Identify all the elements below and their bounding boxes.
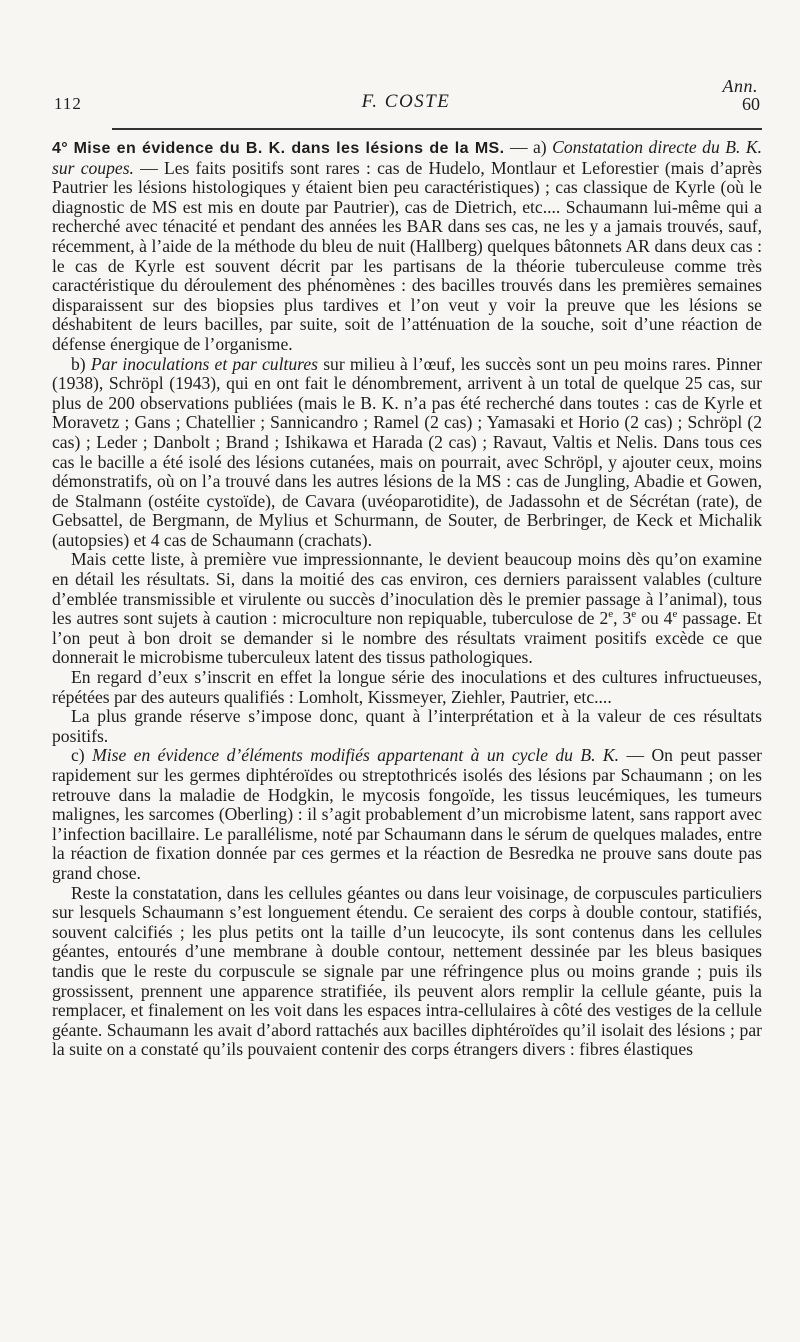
paragraph-text: passage. Et l’on peut à bon droit se demander si le nombre des résultats vraiment positifs excède ce que donnerait le microbisme tuberculeux latent des tissus pathologiques.: [52, 608, 763, 668]
paragraph-text: La plus grande réserve s’impose donc, quant à l’interprétation et à la valeur de ces résultats positifs.: [52, 706, 762, 746]
heading-dash: —: [509, 137, 528, 157]
section-heading: Mise en évidence du B. K. dans les lésions de la MS.: [73, 140, 505, 157]
article-body: [52, 138, 762, 1060]
paragraph-text: Mais cette liste, à première vue impressionnante, le devient beaucoup moins dès qu’on examine en détail les résultats. Si, dans la moitié des cas environ, ces derniers paraissent valables (culture d’emblée transmissible et virulente ou succès d’inoculation dès le premier passage à l’animal), tous les autres sont sujets à caution : microculture non repiquable, tuberculose de 2: [52, 549, 762, 629]
separator-text: , 3: [613, 608, 632, 629]
paragraph-reste: [52, 884, 762, 1060]
subsection-a-title: Constatation directe du B. K. sur coupes.: [52, 137, 762, 178]
superscript-e: e: [672, 608, 678, 621]
volume-number: 60: [742, 94, 760, 114]
subsection-b-letter: b): [71, 353, 86, 374]
subsection-c-letter: c): [71, 745, 85, 766]
heading-dash: —: [626, 745, 645, 766]
running-header: [50, 70, 762, 130]
running-title-author: F. COSTE: [361, 91, 451, 112]
journal-abbreviation: Ann.: [722, 76, 758, 96]
header-rule: [112, 128, 762, 130]
paragraph-text: Les faits positifs sont rares : cas de Hudelo, Montlaur et Leforestier (mais d’après Pautrier les lésions histologiques y étaient bien peu caractéristiques) ; cas classique de Kyrle (où le diagnostic de MS est mis en doute par Pautrier), cas de Dietrich, etc.... Schaumann lui-même qui a recherché avec ténacité et pendant des années les BAR dans ses cas, ne les y a jamais trouvés, sauf, récemment, à l’aide de la méthode du bleu de nuit (Hallberg) quelques bâtonnets AR dans deux cas : le cas de Kyrle est souvent décrit par les partisans de la théorie tuberculeuse comme très caractéristique du déroulement des phénomènes : des bacilles trouvés dans les premières semaines disparaissent sur des biopsies plus tardives et l’on veut y voir la preuve que les lésions se déshabitent de leurs bacilles, par suite, soit de l’atténuation de la souche, soit d’une réaction de défense énergique de l’organisme.: [52, 157, 762, 354]
paragraph-text: sur milieu à l’œuf, les succès sont un peu moins rares. Pinner (1938), Schröpl (1943), qui en ont fait le dénombrement, arrivent à un total de quelque 25 cas, sur plus de 200 observations publiées (mais le B. K. n’a pas été recherché dans toutes : cas de Kyrle et Moravetz ; Gans ; Chatellier ; Sannicandro ; Ramel (2 cas) ; Yamasaki et Horio (2 cas) ; Schröpl (2 cas) ; Leder ; Danbolt ; Brand ; Ishikawa et Harada (2 cas) ; Ravaut, Valtis et Nelis. Dans tous ces cas le bacille a été isolé des lésions cutanées, mais on pourrait, avec Schröpl, y ajouter ceux, moins démonstratifs, où on l’a trouvé dans les autres lésions de la MS : cas de Jungling, Abadie et Gowen, de Stalmann (ostéite cystoïde), de Cavara (uvéoparotidite), de Jadassohn et de Sécrétan (rate), de Gebsattel, de Bergmann, de Mylius et Schurmann, de Souter, de Berbringer, de Keck et Michalik (autopsies) et 4 cas de Schaumann (crachats).: [52, 353, 763, 550]
superscript-e: e: [631, 608, 637, 621]
superscript-e: e: [608, 608, 614, 621]
separator-text: ou 4: [636, 608, 673, 629]
paragraph-section-4c: [52, 746, 762, 883]
paragraph-text: On peut passer rapidement sur les germes diphtéroïdes ou streptothricés isolés des lésions par Schaumann ; on les retrouve dans la maladie de Hodgkin, le mycosis fongoïde, les tissus leucémiques, les tumeurs malignes, les sarcomes (Oberling) : il s’agit probablement d’un microbisme latent, sans rapport avec l’infection bacillaire. Le parallélisme, noté par Schaumann dans le sérum de quelques malades, entre la réaction de fixation donnée par ces germes et la réaction de Besredka ne prouve sans doute pas grand chose.: [52, 745, 762, 883]
paragraph-text: En regard d’eux s’inscrit en effet la longue série des inoculations et des cultures infructueuses, répétées par des auteurs qualifiés : Lomholt, Kissmeyer, Ziehler, Pautrier, etc....: [52, 667, 762, 707]
paragraph-text: Reste la constatation, dans les cellules géantes ou dans leur voisinage, de corpuscules particuliers sur lesquels Schaumann s’est longuement étendu. Ce seraient des corps à double contour, statifiés, souvent calcifiés ; les plus petits ont la taille d’un leucocyte, ils sont contenus dans les cellules géantes, entourés d’une membrane à double contour, nettement dessinée par les bleus basiques tandis que le reste du corpuscule se signale par une réfringence plus ou moins grande ; puis ils grossissent, prennent une apparence stratifiée, ils peuvent alors remplir la cellule géante, puis la remplacer, et finalement on les voit dans les espaces intra-cellulaires à côté des vestiges de la cellule géante. Schaumann les avait d’abord rattachés aux bacilles diphtéroïdes qu’il isolait des lésions ; par la suite on a constaté qu’ils pouvaient contenir des corps étrangers divers : fibres élastiques: [52, 882, 762, 1060]
subsection-c-title: Mise en évidence d’éléments modifiés appartenant à un cycle du B. K.: [92, 745, 620, 766]
subsection-b-title: Par inoculations et par cultures: [90, 353, 319, 374]
paragraph-reserve: [52, 707, 762, 746]
page-number: 112: [54, 94, 82, 113]
subsection-a-letter: a): [533, 137, 547, 157]
paragraph-en-regard: [52, 668, 762, 707]
section-number: 4°: [52, 140, 69, 157]
paragraph-section-4b: [52, 355, 762, 551]
paragraph-liste: [52, 550, 762, 668]
heading-dash: —: [140, 157, 158, 178]
paragraph-section-4a: [52, 138, 762, 355]
